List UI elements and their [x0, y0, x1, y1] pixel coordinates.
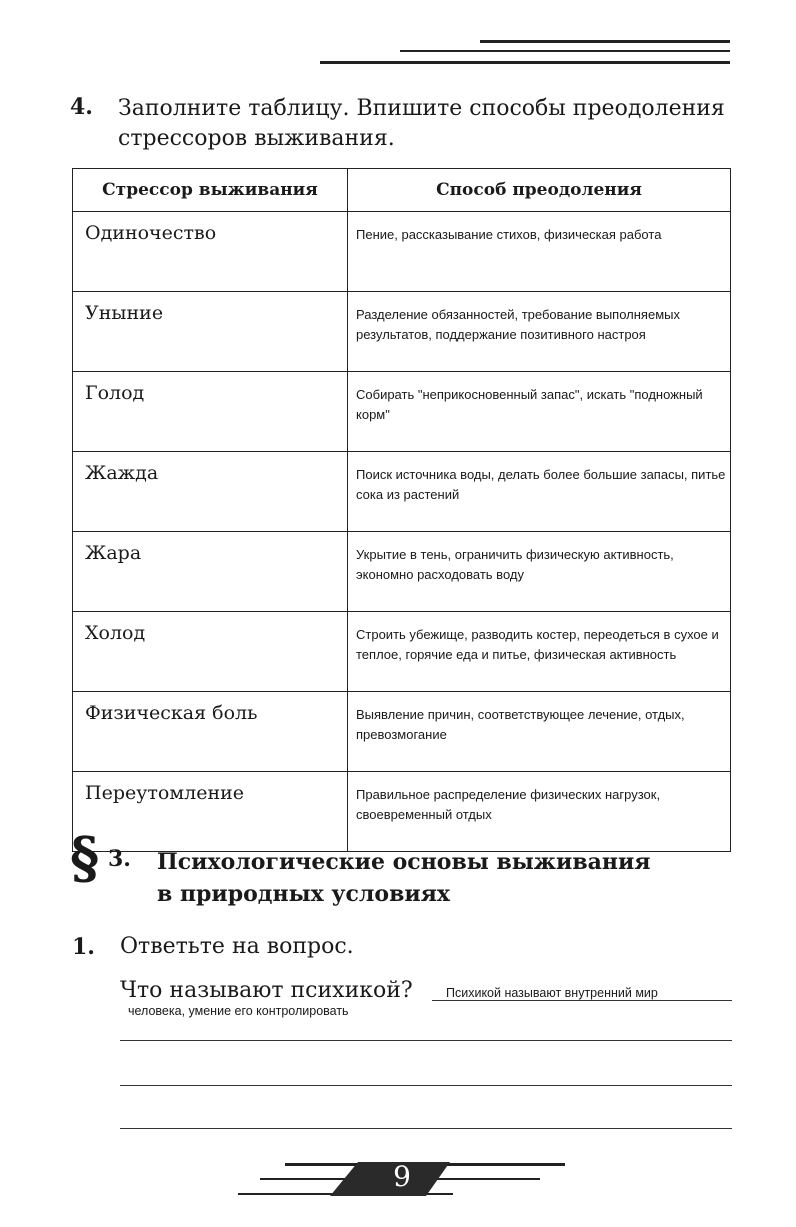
stressor-cell: Жажда [73, 452, 348, 532]
stressor-cell: Жара [73, 532, 348, 612]
column-header: Стрессор выживания [73, 169, 348, 212]
table-row [73, 212, 731, 292]
task-instruction: Ответьте на вопрос. [120, 934, 354, 959]
column-header: Способ преодоления [348, 169, 731, 212]
task-instruction [118, 94, 725, 154]
section-title-line: Психологические основы выживания [157, 849, 651, 875]
task-instruction-line: Заполните таблицу. Впишите способы преодоления [118, 96, 725, 121]
header-decoration [480, 40, 730, 43]
table-row [73, 772, 731, 852]
header-decoration [320, 61, 730, 64]
method-cell[interactable]: Пение, рассказывание стихов, физическая работа [348, 212, 731, 292]
section-number: 3. [108, 846, 131, 872]
task-number: 4. [70, 94, 93, 120]
method-cell[interactable]: Укрытие в тень, ограничить физическую активность, экономно расходовать воду [348, 532, 731, 612]
table-row [73, 372, 731, 452]
method-cell[interactable]: Разделение обязанностей, требование выполняемых результатов, поддержание позитивного настроя [348, 292, 731, 372]
section-symbol: § [70, 825, 100, 891]
question-text: Что называют психикой? [120, 978, 413, 1003]
method-cell[interactable]: Собирать "неприкосновенный запас", искать "подножный корм" [348, 372, 731, 452]
task-instruction-line: стрессоров выживания. [118, 126, 395, 151]
answer-field[interactable]: Психикой называют внутренний мир [432, 986, 732, 1001]
method-cell[interactable]: Поиск источника воды, делать более большие запасы, питье сока из растений [348, 452, 731, 532]
stressor-table [72, 168, 731, 852]
method-cell[interactable]: Выявление причин, соответствующее лечение, отдых, превозмогание [348, 692, 731, 772]
task-number: 1. [72, 934, 95, 960]
answer-line[interactable] [120, 1085, 732, 1086]
table-row [73, 452, 731, 532]
section-title-line: в природных условиях [157, 881, 451, 907]
answer-line[interactable] [120, 1128, 732, 1129]
stressor-cell: Уныние [73, 292, 348, 372]
page-number: 9 [393, 1160, 411, 1193]
table-row [73, 292, 731, 372]
stressor-cell: Одиночество [73, 212, 348, 292]
table-row [73, 532, 731, 612]
method-cell[interactable]: Строить убежище, разводить костер, переодеться в сухое и теплое, горячие еда и питье, физическая активность [348, 612, 731, 692]
answer-line[interactable] [120, 1040, 732, 1041]
stressor-cell: Переутомление [73, 772, 348, 852]
stressor-cell: Голод [73, 372, 348, 452]
table-row [73, 612, 731, 692]
table-row [73, 692, 731, 772]
section-title [157, 846, 651, 910]
method-cell[interactable]: Правильное распределение физических нагрузок, своевременный отдых [348, 772, 731, 852]
table-header-row [73, 169, 731, 212]
header-decoration [400, 50, 730, 52]
answer-field[interactable]: человека, умение его контролировать [128, 1004, 349, 1018]
stressor-cell: Физическая боль [73, 692, 348, 772]
stressor-cell: Холод [73, 612, 348, 692]
